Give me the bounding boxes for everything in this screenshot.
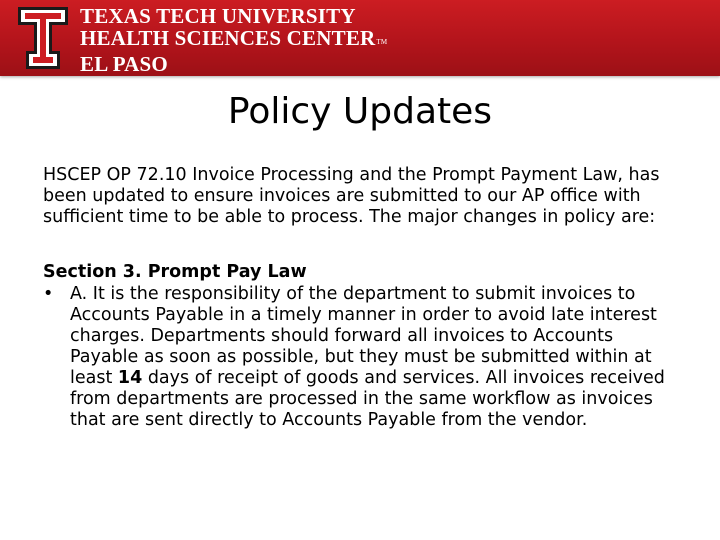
- section-heading: Section 3. Prompt Pay Law: [43, 262, 307, 282]
- org-line-1: TEXAS TECH UNIVERSITY: [80, 4, 356, 28]
- organization-name: [80, 5, 387, 75]
- header-banner: [0, 0, 720, 76]
- org-line-2-text: HEALTH SCIENCES CENTER: [80, 26, 376, 50]
- bullet-text-days: 14: [117, 368, 143, 388]
- list-item: [43, 284, 683, 431]
- bullet-text-part-2: days of receipt of goods and services. All invoices received from departments are processed in the same workflow as invoices that are sent directly to Accounts Payable from the vendor.: [70, 368, 665, 430]
- org-line-3: EL PASO: [80, 52, 168, 76]
- policy-section: [43, 262, 683, 431]
- slide-title: Policy Updates: [227, 91, 493, 132]
- trademark-mark: TM: [376, 38, 388, 46]
- intro-paragraph: HSCEP OP 72.10 Invoice Processing and the Prompt Payment Law, has been updated to ensure invoices are submitted to our AP office with sufficient time to be able to process. The major changes in policy are:: [43, 165, 660, 227]
- bullet-text-part-1: A. It is the responsibility of the department to submit invoices to Accounts Payable in a timely manner in order to avoid late interest charges. Departments should forward all invoices to Accounts Payable as soon as possible, but they must be submitted within at least: [70, 284, 657, 388]
- bullet-marker: •: [43, 284, 54, 304]
- bullet-text: [70, 284, 683, 431]
- org-line-2: [80, 27, 387, 53]
- double-t-logo-icon: [16, 5, 70, 71]
